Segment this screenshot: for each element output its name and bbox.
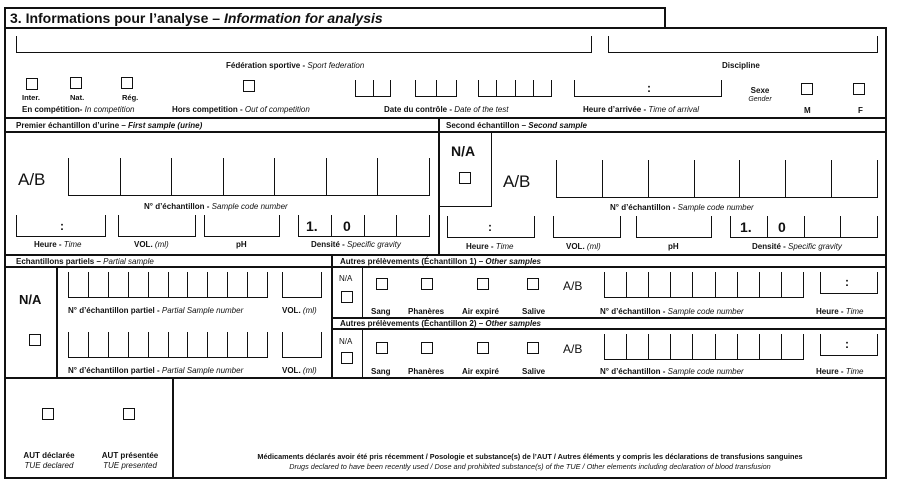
second-sample-gravity-field[interactable]: [730, 216, 878, 238]
other-sample-1-title: Autres prélèvements (Échantillon 1) – Other samples: [340, 257, 541, 266]
second-sample-title-underline: [440, 131, 887, 133]
second-sample-volume-label: VOL. (ml): [566, 242, 601, 251]
other2-na-label: N/A: [339, 337, 353, 346]
other2-na-checkbox[interactable]: [341, 352, 353, 364]
other2-air-checkbox[interactable]: [477, 342, 489, 354]
section-title: [10, 10, 383, 26]
partial-code-field-1[interactable]: [68, 272, 268, 298]
second-sample-gravity-label: Densité - Specific gravity: [752, 242, 842, 251]
section-title-fr: 3. Informations pour l’analyse –: [10, 10, 221, 26]
federation-label: Fédération sportive - Sport federation: [226, 61, 365, 70]
medications-label: Médicaments déclarés avoir été pris récemment / Posologie et substance(s) de l’AUT / Autres éléments y compris les déclarations de transfusions sanguines Drugs declared to have been recently used / Dose and prohibited substance(s) of the TUE / Other elements including declaration of blood transfusion: [257, 452, 803, 471]
second-sample-volume-field[interactable]: [553, 216, 621, 238]
other2-hair-label: Phanères: [408, 367, 445, 376]
other1-blood-label: Sang: [371, 307, 391, 316]
other2-saliva-checkbox[interactable]: [527, 342, 539, 354]
second-sample-code-field[interactable]: [556, 160, 878, 198]
divider-1: [4, 117, 887, 119]
gender-female-label: F: [858, 106, 863, 115]
tue-presented-checkbox[interactable]: [123, 408, 135, 420]
partial-code-label-2: N° d’échantillon partiel - Partial Sample number: [68, 366, 244, 375]
nat-label: Nat.: [70, 93, 85, 102]
first-sample-ph-label: pH: [236, 240, 247, 249]
other1-time-field[interactable]: [820, 272, 878, 294]
other2-code-field[interactable]: [604, 334, 804, 360]
first-sample-ab: A/B: [18, 170, 46, 189]
other2-air-label: Air expiré: [462, 367, 499, 376]
other1-na-label: N/A: [339, 274, 353, 283]
gender-male-checkbox[interactable]: [801, 83, 813, 95]
other2-blood-label: Sang: [371, 367, 391, 376]
first-sample-time-label: Heure - Time: [34, 240, 82, 249]
other2-saliva-label: Salive: [522, 367, 546, 376]
other2-code-label: N° d’échantillon - Sample code number: [600, 367, 744, 376]
other1-saliva-label: Salive: [522, 307, 546, 316]
other2-time-label: Heure - Time: [816, 367, 864, 376]
gender-female-checkbox[interactable]: [853, 83, 865, 95]
other-sample-2-title: Autres prélèvements (Échantillon 2) – Other samples: [340, 319, 541, 328]
first-sample-code-label: N° d’échantillon - Sample code number: [144, 202, 288, 211]
first-sample-volume-field[interactable]: [118, 215, 196, 237]
partial-na-checkbox[interactable]: [29, 334, 41, 346]
other2-title-underline: [333, 328, 887, 330]
tue-presented-label: AUT présentée TUE presented: [101, 451, 159, 470]
second-sample-code-label: N° d’échantillon - Sample code number: [610, 203, 754, 212]
out-of-competition-label: Hors competition - Out of competition: [172, 105, 310, 114]
divider-2: [4, 254, 887, 256]
arrival-time-label: Heure d’arrivée - Time of arrival: [583, 105, 699, 114]
other1-time-colon: :: [845, 275, 849, 289]
other1-saliva-checkbox[interactable]: [527, 278, 539, 290]
nat-checkbox[interactable]: [70, 77, 82, 89]
first-sample-time-colon: :: [60, 219, 64, 233]
other2-ab: A/B: [563, 342, 583, 356]
partial-title-underline: [4, 266, 333, 268]
first-sample-gravity-field[interactable]: [298, 215, 430, 237]
section-title-en: Information for analysis: [223, 10, 383, 26]
other2-blood-checkbox[interactable]: [376, 342, 388, 354]
second-sample-ab: A/B: [503, 172, 531, 191]
inter-label: Inter.: [22, 93, 40, 102]
first-sample-title: Premier échantillon d’urine – First sample (urine): [16, 121, 203, 130]
reg-checkbox[interactable]: [121, 77, 133, 89]
first-sample-ph-field[interactable]: [204, 215, 280, 237]
first-sample-gravity-digit-2: 0: [343, 218, 351, 234]
second-sample-ph-field[interactable]: [636, 216, 712, 238]
partial-volume-label-2: VOL. (ml): [282, 366, 317, 375]
out-of-competition-checkbox[interactable]: [243, 80, 255, 92]
second-sample-title: Second échantillon – Second sample: [446, 121, 587, 130]
other1-blood-checkbox[interactable]: [376, 278, 388, 290]
reg-label: Rég.: [122, 93, 139, 102]
discipline-field[interactable]: [608, 36, 878, 53]
partial-code-label-1: N° d’échantillon partiel - Partial Sample number: [68, 306, 244, 315]
other2-time-field[interactable]: [820, 334, 878, 356]
second-sample-na-label: N/A: [451, 143, 476, 159]
inter-checkbox[interactable]: [26, 78, 38, 90]
other1-hair-checkbox[interactable]: [421, 278, 433, 290]
date-year-field[interactable]: [478, 80, 552, 97]
partial-volume-field-2[interactable]: [282, 332, 322, 358]
other1-air-checkbox[interactable]: [477, 278, 489, 290]
second-sample-ph-label: pH: [668, 242, 679, 251]
other2-hair-checkbox[interactable]: [421, 342, 433, 354]
partial-na-divider: [56, 267, 58, 379]
in-competition-label: En compétition- In competition: [22, 105, 135, 114]
first-sample-title-underline: [4, 131, 440, 133]
second-sample-gravity-digit-2: 0: [778, 219, 786, 235]
first-sample-volume-label: VOL. (ml): [134, 240, 169, 249]
other1-code-field[interactable]: [604, 272, 804, 298]
partial-volume-field-1[interactable]: [282, 272, 322, 298]
first-sample-gravity-digit-1: 1.: [306, 218, 318, 234]
gender-male-label: M: [804, 106, 811, 115]
partial-na-label: N/A: [19, 292, 42, 307]
other1-time-label: Heure - Time: [816, 307, 864, 316]
other1-na-checkbox[interactable]: [341, 291, 353, 303]
other1-title-underline: [333, 266, 887, 268]
arrival-time-colon: :: [647, 81, 651, 95]
date-of-test-label: Date du contrôle - Date of the test: [384, 105, 509, 114]
other1-ab: A/B: [563, 279, 583, 293]
first-sample-code-field[interactable]: [68, 158, 430, 196]
partial-sample-title: Echantillons partiels – Partial sample: [16, 257, 154, 266]
first-sample-gravity-label: Densité - Specific gravity: [311, 240, 401, 249]
other1-hair-label: Phanères: [408, 307, 445, 316]
partial-code-field-2[interactable]: [68, 332, 268, 358]
second-sample-time-label: Heure - Time: [466, 242, 514, 251]
partial-volume-label-1: VOL. (ml): [282, 306, 317, 315]
date-month-field[interactable]: [415, 80, 457, 97]
federation-field[interactable]: [16, 36, 592, 53]
other1-code-label: N° d’échantillon - Sample code number: [600, 307, 744, 316]
second-sample-gravity-digit-1: 1.: [740, 219, 752, 235]
gender-label: Sexe Gender: [748, 86, 772, 103]
date-day-field[interactable]: [355, 80, 391, 97]
medications-field[interactable]: [174, 380, 884, 448]
discipline-label: Discipline: [722, 61, 760, 70]
second-sample-time-colon: :: [488, 220, 492, 234]
tue-declared-checkbox[interactable]: [42, 408, 54, 420]
divider-3: [4, 377, 887, 379]
second-sample-na-checkbox[interactable]: [459, 172, 471, 184]
other1-air-label: Air expiré: [462, 307, 499, 316]
tue-declared-label: AUT déclarée TUE declared: [23, 451, 75, 470]
other2-time-colon: :: [845, 337, 849, 351]
